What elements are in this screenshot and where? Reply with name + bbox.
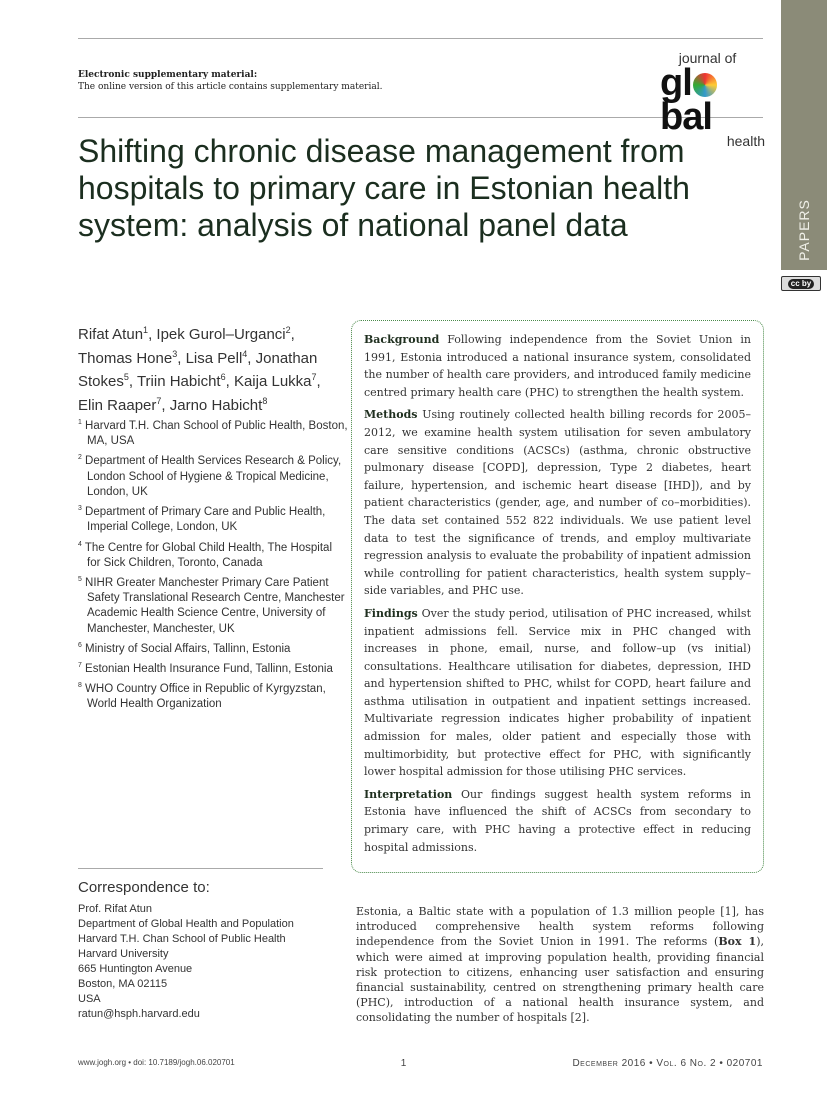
footer-issue: December 2016 • Vol. 6 No. 2 • 020701 — [572, 1058, 763, 1069]
correspondence-lines — [78, 902, 338, 1022]
logo-top: journal of — [678, 50, 737, 66]
body-text — [356, 904, 764, 1026]
correspondence-line: Harvard T.H. Chan School of Public Health — [78, 933, 286, 945]
body-text-end: ), which were aimed at improving population health, providing financial risk protection to citizens, enhancing user satisfaction and ensuring financial sustainability, centred on strengthening primary health care (PHC), introduction of a national health insurance system, and consolidating the number of hospitals [2]. — [356, 935, 764, 1025]
globe-icon — [693, 73, 717, 97]
author: Kaija Lukka$^7$, — [233, 372, 321, 390]
affiliation: $^6$ Ministry of Social Affairs, Tallinn, Estonia — [78, 642, 291, 655]
affiliation: $^4$ The Centre for Global Child Health, The Hospital for Sick Children, Toronto, Canada — [78, 540, 333, 569]
author: Jarno Habicht$^8$ — [169, 395, 268, 414]
correspondence-line: Department of Global Health and Population — [78, 918, 294, 930]
author: Triin Habicht$^6$, — [136, 372, 234, 390]
supplementary-note — [78, 69, 382, 93]
box-reference[interactable]: Box 1 — [718, 935, 757, 949]
correspondence-line: Prof. Rifat Atun — [78, 903, 152, 915]
footer-doi[interactable]: www.jogh.org • doi: 10.7189/jogh.06.020701 — [78, 1058, 235, 1067]
correspondence-line: USA — [78, 993, 101, 1005]
correspondence-line: Harvard University — [78, 948, 169, 960]
logo-main-end: bal — [660, 96, 712, 138]
section-label: PAPERS — [796, 199, 813, 261]
correspondence-rule — [78, 868, 323, 869]
correspondence — [78, 879, 338, 1022]
affiliation: $^7$ Estonian Health Insurance Fund, Tallinn, Estonia — [78, 662, 333, 675]
abstract-section: Methods Using routinely collected health billing records for 2005–2012, we examine health system utilisation for seven ambulatory care sensitive conditions (ACSCs) (asthma, chronic obstructive pulmonary disease [COPD], depression, Type 2 diabetes, heart failure, hypertension, and ischemic heart disease [IHD]), and by patient characteristics (gender, age, and number of co–morbidities). The data set contained 552 822 individuals. We use patient level data to test the significance of trends, and employ multivariate regression analysis to evaluate the probability of inpatient admission while controlling for patient characteristics, health system supply–side variables, and PHC use. — [364, 408, 752, 598]
cc-license-icon — [781, 276, 821, 291]
affiliation: $^2$ Department of Health Services Research & Policy, London School of Hygiene & Tropical Medicine, London, UK — [78, 454, 342, 498]
affiliations — [78, 415, 348, 714]
author: Elin Raaper$^7$, — [78, 395, 170, 414]
author: Jonathan Stokes$^5$, — [78, 349, 318, 390]
body-text-start: Estonia, a Baltic state with a population of 1.3 million people [1], has introduced comprehensive health system reforms following independence from the Soviet Union in 1991. The reforms ( — [356, 905, 764, 949]
esm-title: Electronic supplementary material: — [78, 70, 258, 80]
page-footer — [78, 1058, 763, 1069]
author: Thomas Hone$^3$, — [78, 348, 186, 367]
affiliation: $^1$ Harvard T.H. Chan School of Public Health, Boston, MA, USA — [78, 419, 348, 448]
article-title: Shifting chronic disease management from hospitals to primary care in Estonian health system: analysis of national panel data — [78, 133, 690, 243]
correspondence-line[interactable]: ratun@hsph.harvard.edu — [78, 1008, 200, 1020]
logo-main — [660, 62, 765, 138]
author: Rifat Atun$^1$, — [78, 325, 157, 343]
author: Ipek Gurol–Urganci$^2$, — [156, 325, 295, 343]
affiliation: $^8$ WHO Country Office in Republic of Kyrgyzstan, World Health Organization — [78, 682, 326, 711]
logo-main-start: gl — [660, 62, 692, 104]
affiliation: $^3$ Department of Primary Care and Public Health, Imperial College, London, UK — [78, 505, 326, 534]
correspondence-line: 665 Huntington Avenue — [78, 963, 193, 975]
abstract-section: Interpretation Our findings suggest health system reforms in Estonia have influenced the shift of ACSCs from secondary to primary care, with PHC having a protective effect in reducing hospital admissions. — [364, 787, 752, 854]
esm-text: The online version of this article contains supplementary material. — [78, 82, 383, 92]
affiliation: $^5$ NIHR Greater Manchester Primary Care Patient Safety Translational Research Centre, Manchester Academic Health Science Centre, University of Manchester, Manchester, UK — [78, 575, 345, 635]
abstract-section: Background Following independence from the Soviet Union in 1991, Estonia introduced a national insurance system, consolidated the number of health care providers, and introduced family medicine centred primary health care (PHC) to strengthen the health system. — [364, 333, 751, 399]
correspondence-line: Boston, MA 02115 — [78, 978, 168, 990]
correspondence-heading: Correspondence to: — [78, 879, 210, 896]
logo-bottom: health — [726, 133, 765, 149]
top-rule — [78, 38, 763, 39]
abstract-section: Findings Over the study period, utilisation of PHC increased, whilst inpatient admissions fell. Service mix in PHC changed with increases in phone, email, nurse, and follow–up (vs initial) consultations. Healthcare utilisation for diabetes, depression, IHD and hypertension shifted to PHC, whilst for COPD, heart failure and asthma utilisation in outpatient and inpatient settings increased. Multivariate regression indicates higher probability of inpatient admission for males, older patient and especially those with multimorbidity, but protective effect for PHC, with significantly lower hospital admission for those utilising PHC services. — [364, 606, 752, 779]
author-list — [78, 321, 338, 415]
abstract-box — [351, 320, 764, 873]
page-number: 1 — [400, 1058, 407, 1069]
section-sidebar — [781, 0, 827, 270]
license-label: cc by — [788, 279, 814, 289]
author: Lisa Pell$^4$, — [185, 348, 256, 367]
